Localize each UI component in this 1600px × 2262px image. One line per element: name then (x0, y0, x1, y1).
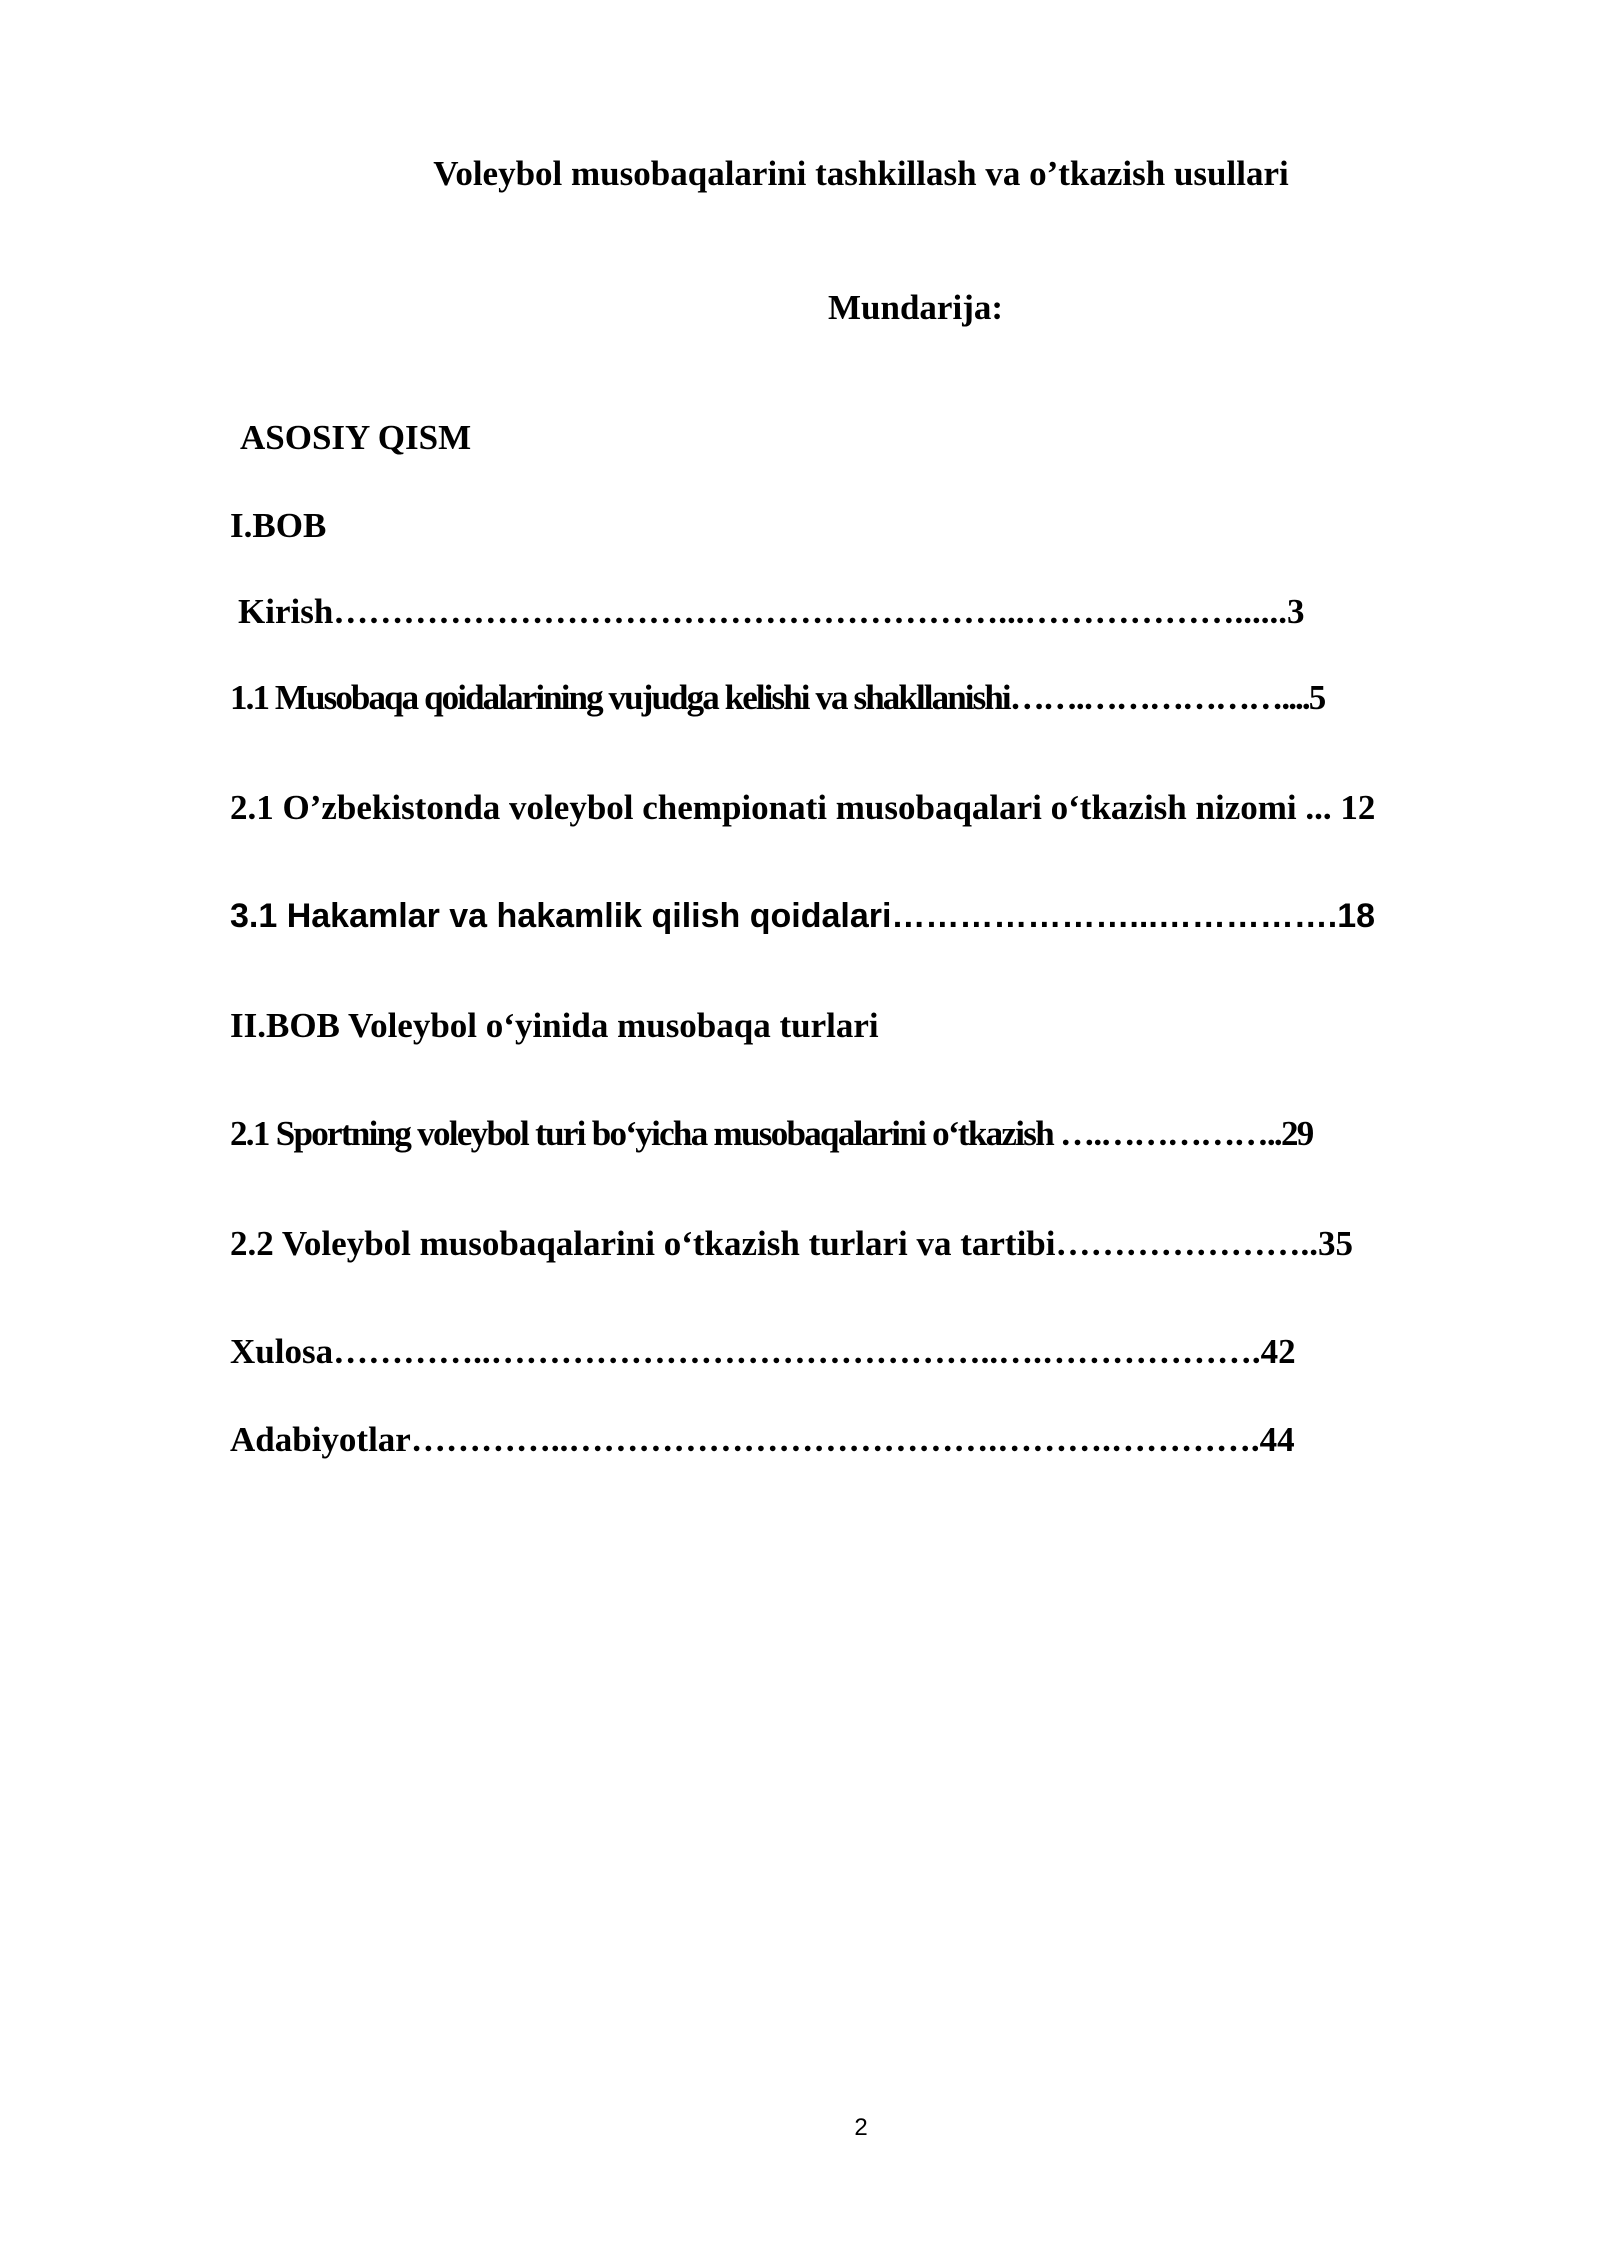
part-heading: ASOSIY QISM (240, 418, 472, 457)
toc-entry-ii-2-1: 2.1 Sportning voleybol turi bo‘yicha musobaqalarini o‘tkazish ….……………..29 (230, 1114, 1313, 1153)
toc-entry-1-1: 1.1 Musobaqa qoidalarining vujudga kelishi va shakllanishi…….………………....5 (230, 678, 1325, 717)
toc-heading: Mundarija: (828, 288, 1003, 327)
page-number: 2 (854, 2114, 868, 2141)
toc-entry-introduction: Kirish…………………………………………………...………………......3 (238, 592, 1305, 631)
toc-entry-references: Adabiyotlar…………..……………………………….……….………….44 (230, 1420, 1295, 1459)
chapter-heading-2: II.BOB Voleybol o‘yinida musobaqa turlari (230, 1006, 879, 1045)
document-title: Voleybol musobaqalarini tashkillash va o’tkazish usullari (433, 154, 1289, 193)
chapter-heading-1: I.BOB (230, 506, 327, 545)
toc-entry-2-1: 2.1 O’zbekistonda voleybol chempionati musobaqalari o‘tkazish nizomi ... 12 (230, 788, 1376, 827)
toc-entry-conclusion: Xulosa…………..……………………………………..….……………….42 (230, 1332, 1296, 1371)
toc-entry-3-1: 3.1 Hakamlar va hakamlik qilish qoidalari…………………...…………….18 (230, 897, 1376, 935)
toc-entry-ii-2-2: 2.2 Voleybol musobaqalarini o‘tkazish turlari va tartibi…………………..35 (230, 1224, 1353, 1263)
